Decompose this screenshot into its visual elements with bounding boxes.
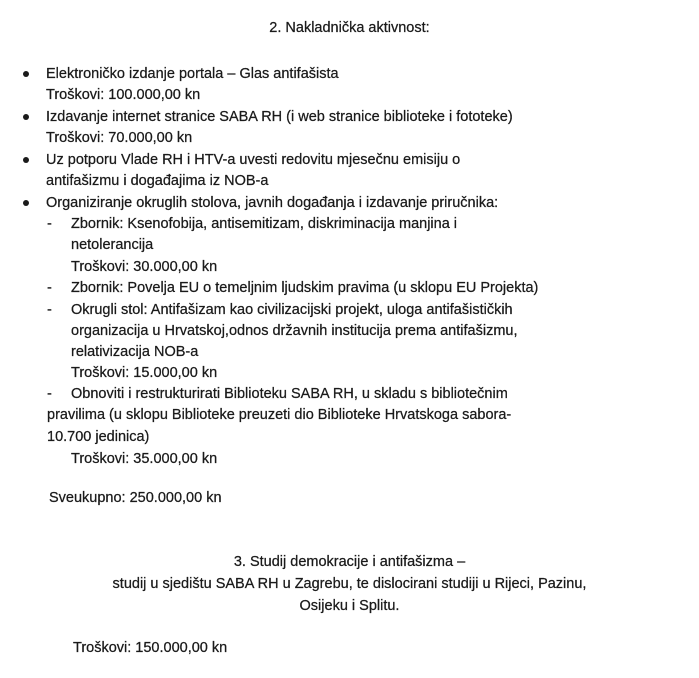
sub-4-cost: Troškovi: 35.000,00 kn [71,451,218,467]
sub-4-line-1: Obnoviti i restrukturirati Biblioteku SABA RH, u skladu s bibliotečnim [71,386,508,402]
bullet-1-cost: Troškovi: 100.000,00 kn [46,87,201,103]
sub-3-line-2: organizacija u Hrvatskoj,odnos državnih institucija prema antifašizmu, [71,323,518,339]
bullet-2-text: Izdavanje internet stranice SABA RH (i web stranice biblioteke i fototeke) [46,109,513,125]
section-3-cost: Troškovi: 150.000,00 kn [73,640,228,656]
bullet-3-text-line-1: Uz potporu Vlade RH i HTV-a uvesti redovitu mjesečnu emisiju o [46,152,461,168]
sub-4-line-2: pravilima (u sklopu Biblioteke preuzeti dio Biblioteke Hrvatskoga sabora- [47,407,512,423]
dash-marker: - [47,216,52,232]
sub-3-line-1: Okrugli stol: Antifašizam kao civilizacijski projekt, uloga antifašističkih [71,302,513,318]
sub-3-line-3: relativizacija NOB-a [71,344,199,360]
dash-marker: - [47,302,52,318]
sub-2-line-1: Zbornik: Povelja EU o temeljnim ljudskim pravima (u sklopu EU Projekta) [71,280,539,296]
bullet-icon [23,157,29,163]
sub-1-line-2: netolerancija [71,237,154,253]
bullet-2-cost: Troškovi: 70.000,00 kn [46,130,193,146]
dash-marker: - [47,280,52,296]
bullet-icon [23,71,29,77]
bullet-3-text-line-2: antifašizmu i događajima iz NOB-a [46,173,269,189]
bullet-1-text: Elektroničko izdanje portala – Glas antifašista [46,66,339,82]
section-3-heading-line-1: 3. Studij demokracije i antifašizma – [233,554,466,570]
bullet-4-text: Organiziranje okruglih stolova, javnih događanja i izdavanje priručnika: [46,195,499,211]
sub-4-line-3: 10.700 jedinica) [47,429,150,445]
bullet-icon [23,114,29,120]
sub-1-line-1: Zbornik: Ksenofobija, antisemitizam, diskriminacija manjina i [71,216,458,232]
bullet-icon [23,200,29,206]
section-3-heading-line-2: studij u sjedištu SABA RH u Zagrebu, te dislocirani studiji u Rijeci, Pazinu, [112,576,587,592]
section-2-total: Sveukupno: 250.000,00 kn [49,490,222,506]
section-3-heading-line-3: Osijeku i Splitu. [299,598,400,614]
dash-marker: - [47,386,52,402]
sub-1-cost: Troškovi: 30.000,00 kn [71,259,218,275]
sub-3-cost: Troškovi: 15.000,00 kn [71,365,218,381]
section-2-heading: 2. Nakladnička aktivnost: [269,20,430,36]
